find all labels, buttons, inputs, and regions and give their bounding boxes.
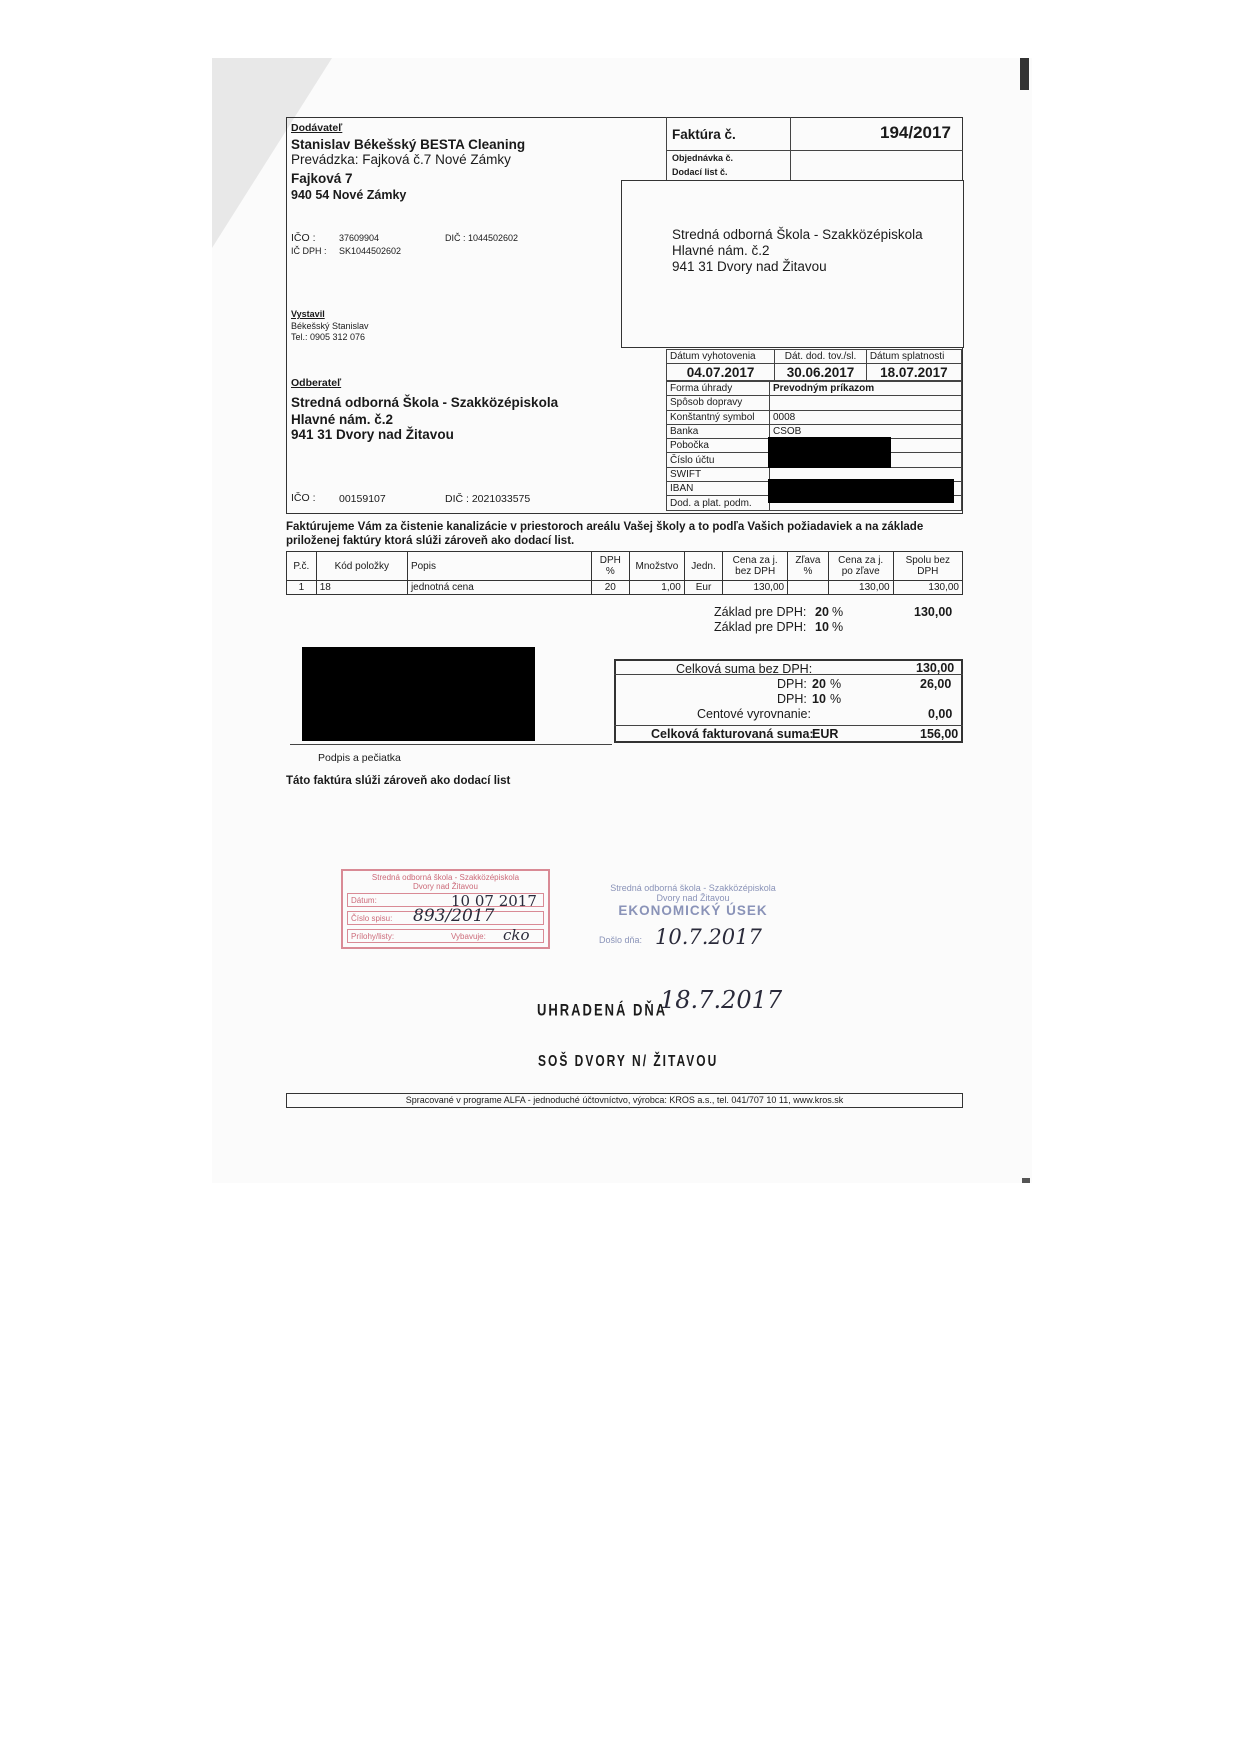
stamp-handler-value: cko — [503, 926, 530, 944]
cell: jednotná cena — [407, 581, 591, 595]
col-header: Popis — [407, 552, 591, 581]
payment-label: Banka — [667, 424, 770, 438]
totals-divider — [614, 725, 963, 726]
vat-20-rate: 20 — [812, 677, 826, 691]
scan-edge-dot — [1022, 1178, 1030, 1183]
cell — [788, 581, 829, 595]
customer-ico: 00159107 — [339, 493, 386, 505]
footer-text: Spracované v programe ALFA - jednoduché účtovníctvo, výrobca: KROS a.s., tel. 041/707 10 11, www.kros.sk — [405, 1095, 844, 1105]
stamp-blue-line-2: Dvory nad Žitavou — [656, 893, 730, 903]
payment-label: Dod. a plat. podm. — [667, 496, 770, 510]
supplier-premises: Prevádzka: Fajková č.7 Nové Zámky — [291, 152, 511, 167]
issued-name: Békešský Stanislav — [291, 321, 369, 331]
cell: Eur — [684, 581, 722, 595]
invoice-number-separator — [790, 117, 791, 181]
issue-date-label: Dátum vyhotovenia — [667, 350, 775, 364]
total-label: Celková fakturovaná suma: — [651, 727, 814, 741]
address-line-2: Hlavné nám. č.2 — [672, 243, 770, 258]
vat-10-label: DPH: — [777, 692, 807, 706]
vat-20-value: 26,00 — [920, 677, 952, 691]
table-row — [287, 581, 963, 595]
redacted-bank-account — [768, 437, 891, 468]
col-header: Množstvo — [630, 552, 685, 581]
cell: 1,00 — [630, 581, 685, 595]
items-table — [286, 551, 963, 595]
total-value: 156,00 — [920, 727, 959, 741]
department-stamp — [599, 883, 783, 949]
payment-label: SWIFT — [667, 467, 770, 481]
col-header: P.č. — [287, 552, 317, 581]
stamp-date-value: 10 07 2017 — [451, 892, 537, 910]
invoice-number-divider — [666, 150, 963, 151]
cell: 18 — [316, 581, 407, 595]
rounding-label: Centové vyrovnanie: — [697, 707, 811, 721]
stamp-number-label: Číslo spisu: — [351, 914, 393, 923]
total-currency: EUR — [812, 727, 839, 741]
base-10-rate: 10 — [815, 620, 829, 634]
payment-label: Spôsob dopravy — [667, 396, 770, 410]
cell: 20 — [591, 581, 629, 595]
invoice-label: Faktúra č. — [672, 127, 736, 142]
invoice-number: 194/2017 — [880, 123, 951, 142]
vat-20-label: DPH: — [777, 677, 807, 691]
scan-edge-mark — [1020, 58, 1029, 90]
cell: 130,00 — [828, 581, 893, 595]
supplier-name: Stanislav Békešský BESTA Cleaning — [291, 137, 526, 152]
net-value: 130,00 — [916, 661, 955, 675]
stamp-attach-label: Prílohy/listy: — [351, 932, 395, 941]
col-header: Cena za j. po zľave — [828, 552, 893, 581]
payment-value: Prevodným príkazom — [770, 382, 962, 396]
base-10-label: Základ pre DPH: — [714, 620, 807, 634]
due-date: 18.07.2017 — [866, 364, 961, 381]
payment-label: Forma úhrady — [667, 382, 770, 396]
issued-phone: Tel.: 0905 312 076 — [291, 332, 366, 342]
base-10-pct: % — [832, 620, 844, 634]
customer-street: Hlavné nám. č.2 — [291, 412, 394, 427]
base-20-label: Základ pre DPH: — [714, 605, 807, 619]
payment-label: IBAN — [667, 482, 770, 496]
stamp-date-label: Dátum: — [351, 896, 377, 905]
delivery-note: Táto faktúra slúži zároveň ako dodací list — [286, 775, 511, 787]
col-header: Cena za j. bez DPH — [723, 552, 788, 581]
issue-date: 04.07.2017 — [667, 364, 775, 381]
base-20-pct: % — [832, 605, 844, 619]
customer-city: 941 31 Dvory nad Žitavou — [291, 427, 454, 442]
intro-line-2: priloženej faktúry ktorá slúži zároveň ako dodací list. — [286, 535, 575, 547]
paid-org: SOŠ DVORY N/ ŽITAVOU — [538, 1051, 719, 1071]
cell: 130,00 — [723, 581, 788, 595]
vat-10-pct: % — [830, 692, 842, 706]
payment-value — [770, 396, 962, 410]
order-label: Objednávka č. — [672, 153, 734, 163]
base-20-rate: 20 — [815, 605, 829, 619]
cell: 1 — [287, 581, 317, 595]
due-date-label: Dátum splatnosti — [866, 350, 961, 364]
payment-value: CSOB — [770, 424, 962, 438]
address-line-1: Stredná odborná Škola - Szakközépiskola — [672, 227, 923, 242]
vat-20-pct: % — [830, 677, 842, 691]
paid-date: 18.7.2017 — [660, 986, 783, 1014]
header-divider — [666, 117, 667, 181]
stamp-blue-received-date: 10.7.2017 — [655, 925, 762, 949]
payment-label: Pobočka — [667, 439, 770, 453]
stamp-title: Stredná odborná škola - Szakközépiskola — [371, 873, 520, 882]
payment-label: Konštantný symbol — [667, 410, 770, 424]
stamp-handler-label: Vybavuje: — [451, 932, 486, 941]
issued-heading: Vystavil — [291, 309, 325, 319]
cell: 130,00 — [893, 581, 962, 595]
supplier-heading: Dodávateľ — [291, 122, 343, 134]
supplier-city: 940 54 Nové Zámky — [291, 188, 407, 202]
payment-label: Číslo účtu — [667, 453, 770, 467]
stamp-blue-line-1: Stredná odborná škola - Szakközépiskola — [610, 883, 776, 893]
stamp-subtitle: Dvory nad Žitavou — [413, 882, 478, 891]
paid-label: UHRADENÁ DŇA — [537, 999, 668, 1020]
registry-stamp — [341, 869, 550, 949]
base-20-value: 130,00 — [914, 605, 953, 619]
signature-line — [290, 744, 612, 745]
redacted-signature — [302, 647, 535, 741]
col-header: Zľava % — [788, 552, 829, 581]
delivery-note-label: Dodací list č. — [672, 167, 728, 177]
supplier-icdph-label: IČ DPH : — [291, 246, 327, 256]
intro-line-1: Faktúrujeme Vám za čistenie kanalizácie v priestoroch areálu Vašej školy a to podľa Vašich požiadaviek a na základe — [286, 521, 924, 533]
redacted-iban — [768, 479, 954, 503]
net-label: Celková suma bez DPH: — [676, 662, 813, 676]
tax-date-label: Dát. dod. tov./sl. — [775, 350, 867, 364]
supplier-dic: DIČ : 1044502602 — [445, 233, 519, 243]
dates-table — [666, 349, 962, 381]
col-header: Spolu bez DPH — [893, 552, 962, 581]
stamp-blue-received-label: Došlo dňa: — [599, 935, 643, 945]
customer-heading: Odberateľ — [291, 377, 342, 389]
vat-10-rate: 10 — [812, 692, 826, 706]
rounding-value: 0,00 — [928, 707, 953, 721]
stamp-number-value: 893/2017 — [413, 906, 495, 926]
supplier-street: Fajková 7 — [291, 171, 353, 186]
col-header: Jedn. — [684, 552, 722, 581]
col-header: Kód položky — [316, 552, 407, 581]
customer-name: Stredná odborná Škola - Szakközépiskola — [291, 395, 559, 410]
supplier-ico-label: IČO : — [291, 232, 316, 244]
payment-value: 0008 — [770, 410, 962, 424]
customer-dic: DIČ : 2021033575 — [445, 493, 531, 505]
supplier-ico: 37609904 — [339, 233, 380, 243]
supplier-icdph: SK1044502602 — [339, 246, 402, 256]
col-header: DPH % — [591, 552, 629, 581]
signature-label: Podpis a pečiatka — [318, 752, 401, 764]
stamp-blue-department: EKONOMICKÝ ÚSEK — [618, 903, 768, 918]
customer-ico-label: IČO : — [291, 492, 316, 504]
address-line-3: 941 31 Dvory nad Žitavou — [672, 259, 827, 274]
tax-date: 30.06.2017 — [775, 364, 867, 381]
